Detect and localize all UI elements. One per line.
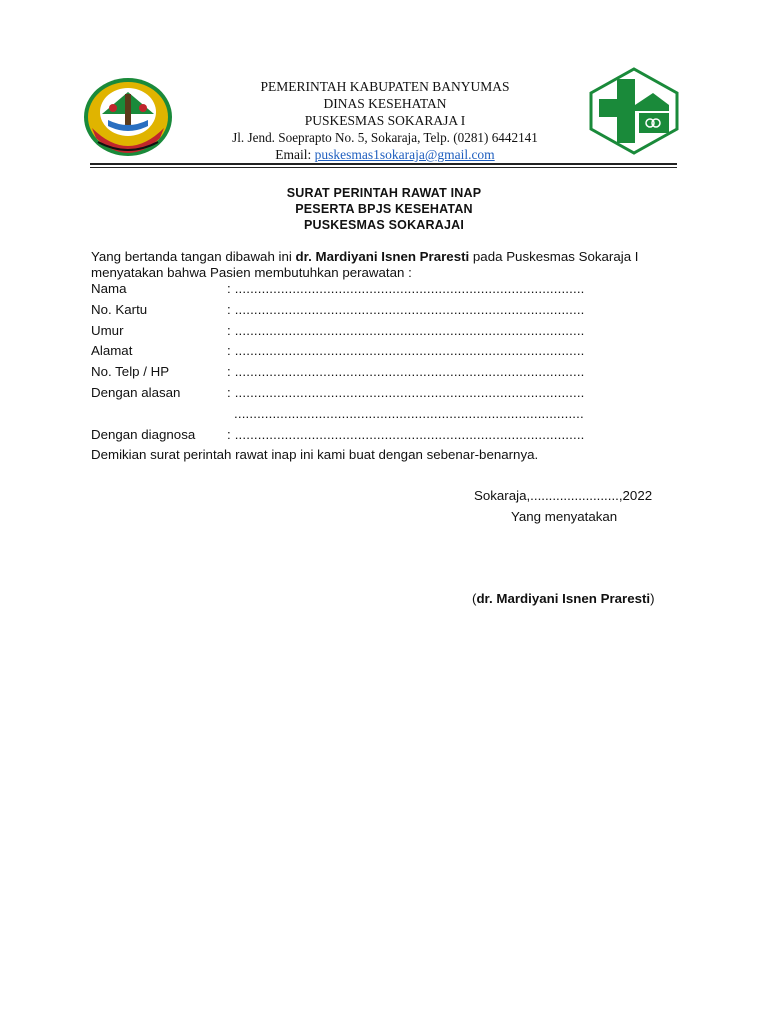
banyumas-emblem-icon: [82, 76, 174, 158]
intro-line-2: menyatakan bahwa Pasien membutuhkan perawatan :: [91, 265, 412, 280]
signer-role: Yang menyatakan: [511, 509, 618, 524]
letterhead: [190, 78, 580, 163]
intro-suffix: pada Puskesmas Sokaraja I: [469, 249, 639, 264]
field-telp[interactable]: [91, 364, 585, 380]
title-line-3: PUSKESMAS SOKARAJAI: [303, 218, 465, 232]
document-title: [200, 185, 568, 233]
field-alasan[interactable]: [91, 385, 585, 401]
email-link[interactable]: puskesmas1sokaraja@gmail.com: [314, 147, 495, 162]
place-date: Sokaraja,........................,2022: [474, 488, 653, 503]
signer-paren-open: (: [472, 591, 477, 606]
email-label: Email:: [275, 147, 315, 162]
field-alasan-continuation[interactable]: ...........................................................................................: [234, 406, 584, 421]
field-label: Umur: [91, 323, 124, 338]
closing-statement: Demikian surat perintah rawat inap ini kami buat dengan sebenar-benarnya.: [91, 447, 539, 462]
signer-paren-close: ): [650, 591, 655, 606]
letterhead-email-line: [190, 146, 580, 163]
signer-name-block: [472, 591, 655, 607]
letterhead-divider-thin: [90, 167, 677, 168]
intro-paragraph: [91, 249, 691, 281]
field-alamat[interactable]: [91, 343, 585, 359]
field-diagnosa[interactable]: [91, 427, 585, 443]
field-value: : ...........................................................................................: [227, 364, 585, 379]
field-value: : ...........................................................................................: [227, 302, 585, 317]
puskesmas-logo-icon: [589, 67, 679, 155]
signer-name: dr. Mardiyani Isnen Praresti: [476, 591, 651, 606]
intro-prefix: Yang bertanda tangan dibawah ini: [91, 249, 296, 264]
intro-line-1: [91, 249, 691, 265]
field-value: : ...........................................................................................: [227, 343, 585, 358]
field-label: No. Kartu: [91, 302, 148, 317]
field-value: : ...........................................................................................: [227, 385, 585, 400]
field-label: Dengan diagnosa: [91, 427, 196, 442]
field-label: No. Telp / HP: [91, 364, 170, 379]
title-line-1: SURAT PERINTAH RAWAT INAP: [286, 186, 482, 200]
field-label: Nama: [91, 281, 127, 296]
field-value: : ...........................................................................................: [227, 427, 585, 442]
field-label: Dengan alasan: [91, 385, 181, 400]
doctor-name: dr. Mardiyani Isnen Praresti: [295, 249, 470, 264]
field-value: : ...........................................................................................: [227, 323, 585, 338]
letterhead-government: PEMERINTAH KABUPATEN BANYUMAS: [260, 79, 510, 94]
field-no-kartu[interactable]: [91, 302, 585, 318]
field-value: : ...........................................................................................: [227, 281, 585, 296]
letterhead-divider: [90, 163, 677, 165]
letterhead-address: Jl. Jend. Soeprapto No. 5, Sokaraja, Telp. (0281) 6442141: [232, 130, 538, 145]
field-nama[interactable]: [91, 281, 585, 297]
letterhead-agency: DINAS KESEHATAN: [323, 96, 447, 111]
letterhead-clinic: PUSKESMAS SOKARAJA I: [304, 113, 466, 128]
field-umur[interactable]: [91, 323, 585, 339]
field-label: Alamat: [91, 343, 133, 358]
title-line-2: PESERTA BPJS KESEHATAN: [295, 202, 473, 216]
